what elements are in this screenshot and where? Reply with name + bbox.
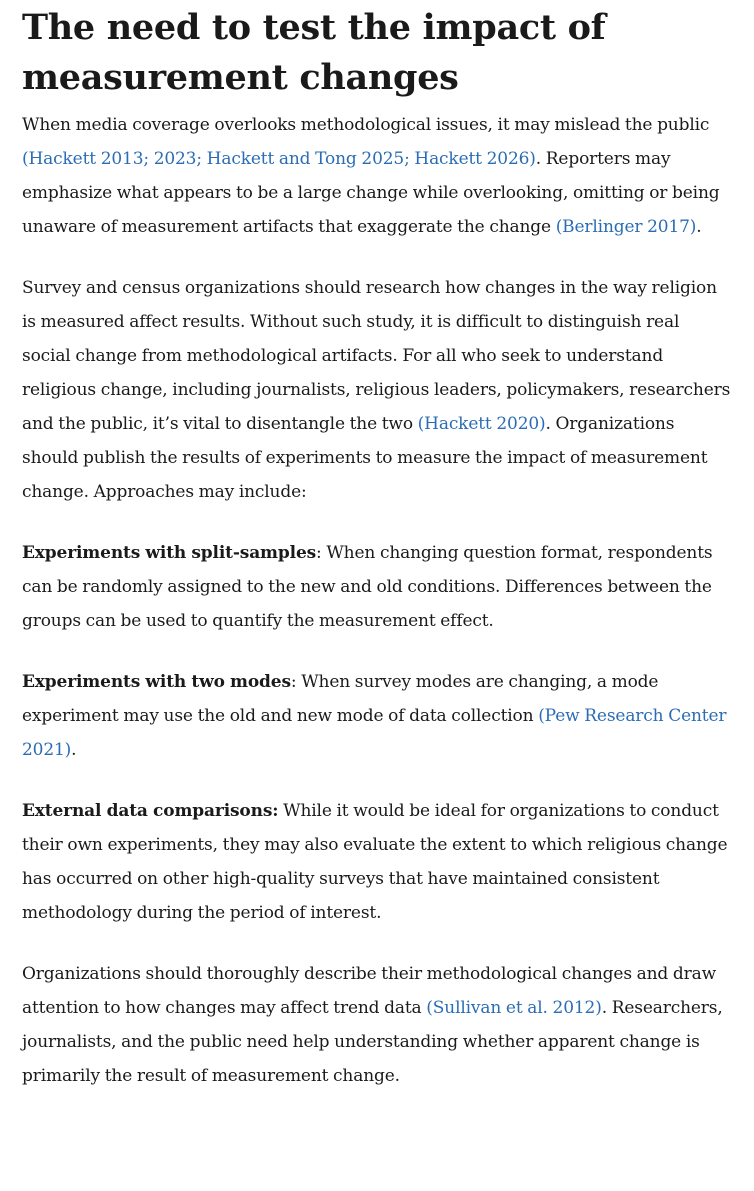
approach-title-split-samples: Experiments with split-samples	[22, 543, 317, 563]
approach-title-external-data: External data comparisons:	[22, 801, 279, 821]
text: : When survey modes are changing, a mode experiment may use the old and new mode of data collection	[22, 672, 659, 726]
text: . Organizations should publish the results of experiments to measure the impact of measurement change. Approaches may include:	[22, 414, 708, 502]
text: Survey and census organizations should research how changes in the way religion is measured affect results. Without such study, it is difficult to distinguish real social change from methodological artifacts. For all who seek to understand religious change, including journalists, religious leaders, policymakers, researchers and the public, it’s vital to disentangle the two	[22, 278, 731, 434]
paragraph-two-modes	[22, 665, 732, 767]
text: .	[696, 217, 702, 237]
text: : When changing question format, respondents can be randomly assigned to the new and old conditions. Differences between the groups can be used to quantify the measurement effect.	[22, 543, 713, 631]
paragraph-media-coverage	[22, 108, 732, 244]
citation-link-berlinger-2017[interactable]: (Berlinger 2017)	[555, 217, 697, 237]
paragraph-split-samples	[22, 536, 732, 638]
text: While it would be ideal for organizations to conduct their own experiments, they may also evaluate the extent to which religious change has occurred on other high-quality surveys that have maintained consistent methodology during the period of interest.	[22, 801, 728, 923]
section-heading: The need to test the impact of measurement changes	[22, 7, 606, 98]
text: Organizations should thoroughly describe their methodological changes and draw attention to how changes may affect trend data	[22, 964, 717, 1018]
citation-link-hackett-2013[interactable]: (Hackett 2013; 2023; Hackett and Tong 2025; Hackett 2026)	[22, 149, 536, 169]
citation-link-hackett-2020[interactable]: (Hackett 2020)	[417, 414, 546, 434]
paragraph-describe-changes	[22, 957, 732, 1093]
text: .	[71, 740, 77, 760]
paragraph-external-data	[22, 794, 732, 930]
text: When media coverage overlooks methodological issues, it may mislead the public	[22, 115, 710, 135]
citation-link-pew-2021[interactable]: (Pew Research Center 2021)	[22, 706, 727, 760]
paragraph-survey-organizations	[22, 271, 732, 509]
article	[0, 3, 754, 1093]
text: . Researchers, journalists, and the public need help understanding whether apparent change is primarily the result of measurement change.	[22, 998, 723, 1086]
approach-title-two-modes: Experiments with two modes	[22, 672, 291, 692]
text: . Reporters may emphasize what appears to be a large change while overlooking, omitting or being unaware of measurement artifacts that exaggerate the change	[22, 149, 720, 237]
citation-link-sullivan-2012[interactable]: (Sullivan et al. 2012)	[426, 998, 602, 1018]
